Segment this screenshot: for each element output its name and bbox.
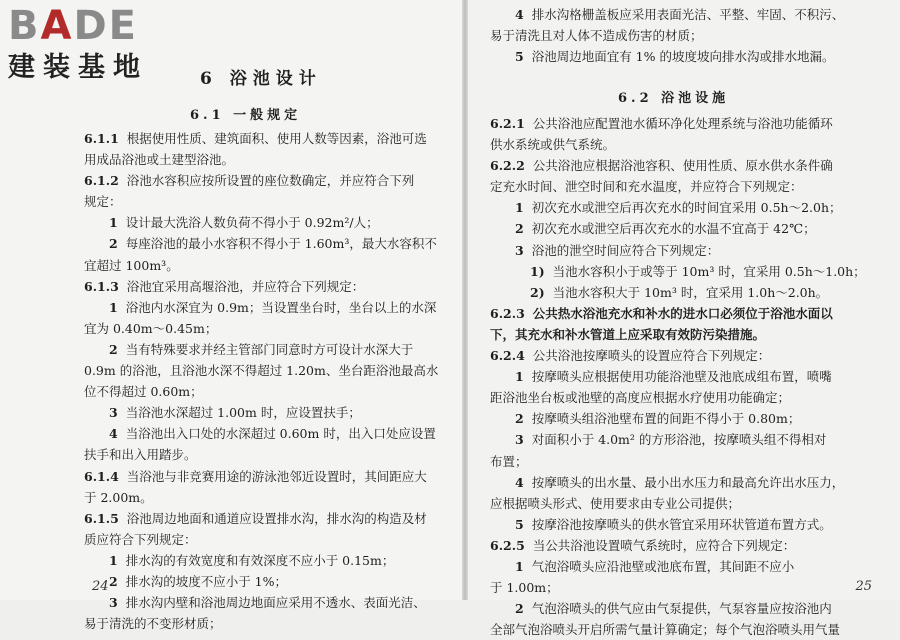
clause-number: 2 (109, 573, 118, 589)
clause-text: 按摩浴池按摩喷头的供水管宜采用环状管道布置方式。 (531, 516, 832, 532)
clause-number: 6.1.1 (84, 131, 119, 146)
clause-text: 公共热水浴池充水和补水的进水口必须位于浴池水面以 (532, 305, 833, 321)
text-line (490, 345, 870, 366)
left-body-text (84, 128, 456, 634)
text-line (490, 218, 870, 239)
text-line (84, 423, 456, 444)
text-line (490, 514, 870, 535)
clause-text: 浴池内水深宜为 0.9m；当设置坐台时，坐台以上的水深 (125, 299, 437, 315)
clause-number: 1 (515, 200, 524, 216)
clause-number: 2 (515, 601, 524, 617)
text-line (490, 155, 870, 176)
clause-number: 1 (515, 369, 524, 385)
clause-text: 当有特殊要求并经主管部门同意时方可设计水深大于 (125, 341, 414, 357)
clause-text: 定充水时间、泄空时间和充水温度，并应符合下列规定： (490, 179, 803, 195)
chapter-title: 6 浴池设计 (200, 69, 322, 89)
text-line (490, 535, 870, 556)
clause-text: 每座浴池的最小水容积不得小于 1.60m³，最大水容积不 (125, 236, 437, 252)
clause-text: 根据使用性质、建筑面积、使用人数等因素，浴池可选 (126, 131, 427, 146)
clause-number: 5 (515, 516, 524, 532)
clause-text: 气泡浴喷头的供气应由气泵提供，气泵容量应按浴池内 (531, 601, 832, 617)
clause-number: 6.1.4 (84, 468, 119, 484)
clause-text: 当公共浴池设置喷气系统时，应符合下列规定： (532, 537, 796, 553)
clause-number: 2 (515, 411, 524, 427)
right-top-text (490, 4, 870, 67)
clause-text: 供水系统或供气系统。 (490, 137, 616, 153)
clause-text: 当浴池水深超过 1.00m 时，应设置扶手； (125, 405, 361, 421)
text-line (84, 529, 456, 550)
text-line (490, 240, 870, 261)
clause-text: 距浴池坐台板或池壁的高度应根据水疗使用功能确定； (490, 390, 791, 406)
clause-number: 1 (109, 299, 118, 315)
clause-text: 公共浴池应根据浴池容积、使用性质、原水供水条件确 (532, 158, 833, 174)
section-title-6-1: 6.1 一般规定 (190, 108, 302, 123)
text-line (490, 598, 870, 619)
text-line (84, 508, 456, 529)
clause-number: 6.2.5 (490, 537, 525, 553)
clause-number: 1 (109, 552, 118, 568)
text-line (490, 619, 870, 640)
clause-number: 3 (515, 432, 524, 448)
clause-text: 规定： (84, 194, 122, 210)
clause-text: 对面积小于 4.0m² 的方形浴池，按摩喷头组不得相对 (531, 432, 827, 448)
text-line (490, 176, 870, 197)
clause-number: 2 (109, 236, 118, 252)
text-line (490, 113, 870, 134)
clause-text: 排水沟内壁和浴池周边地面应采用不透水、表面光洁、 (125, 595, 426, 611)
clause-text: 公共浴池应配置池水循环净化处理系统与浴池功能循环 (532, 116, 833, 131)
clause-text: 当浴池与非竞赛用途的游泳池邻近设置时，其间距应大 (126, 468, 427, 484)
clause-text: 按摩喷头组浴池壁布置的间距不得小于 0.80m； (531, 411, 801, 427)
logo-latin-text: BADE (8, 3, 138, 49)
clause-number: 6.2.3 (490, 305, 525, 321)
clause-number: 1) (530, 263, 545, 279)
logo-latin (8, 4, 138, 48)
clause-text: 浴池的泄空时间应符合下列规定： (531, 242, 720, 258)
text-line (84, 444, 456, 465)
clause-number: 6.1.3 (84, 278, 119, 294)
clause-text: 浴池周边地面和通道应设置排水沟，排水沟的构造及材 (126, 510, 427, 526)
text-line (84, 255, 456, 276)
clause-number: 5 (515, 49, 524, 65)
text-line (490, 303, 870, 324)
text-line (84, 212, 456, 233)
clause-number: 2) (530, 284, 545, 300)
text-line (84, 191, 456, 212)
text-line (84, 360, 456, 381)
clause-text: 全部气泡浴喷头开启所需气量计算确定；每个气泡浴喷头用气量 (490, 622, 841, 638)
clause-number: 1 (515, 558, 524, 574)
clause-text: 按摩喷头的出水量、最小出水压力和最高允许出水压力， (531, 474, 845, 490)
text-line (84, 149, 456, 170)
text-line (84, 381, 456, 402)
text-line (84, 128, 456, 149)
clause-text: 当浴池出入口处的水深超过 0.60m 时，出入口处应设置 (125, 426, 436, 442)
text-line (84, 402, 456, 423)
text-line (84, 550, 456, 571)
clause-text: 初次充水或泄空后再次充水的水温不宜高于 42℃； (531, 221, 816, 237)
text-line (84, 571, 456, 592)
text-line (490, 134, 870, 155)
text-line (490, 577, 870, 598)
clause-number: 6.1.5 (84, 510, 119, 526)
page-number-left: 24 (92, 579, 109, 594)
text-line (490, 429, 870, 450)
clause-text: 排水沟的坡度不应小于 1%； (125, 573, 288, 589)
clause-number: 3 (515, 242, 524, 258)
text-line (490, 451, 870, 472)
clause-text: 质应符合下列规定： (84, 531, 197, 547)
clause-text: 设计最大洗浴人数负荷不得小于 0.92m²/人； (125, 215, 379, 231)
text-line (490, 46, 870, 67)
clause-number: 6.1.2 (84, 173, 119, 189)
text-line (490, 387, 870, 408)
clause-text: 初次充水或泄空后再次充水的时间宜采用 0.5h～2.0h； (531, 200, 842, 216)
text-line (84, 339, 456, 360)
text-line (490, 197, 870, 218)
clause-text: 下，其充水和补水管道上应采取有效防污染措施。 (490, 326, 766, 342)
text-line (490, 25, 870, 46)
text-line (84, 233, 456, 254)
text-line (490, 4, 870, 25)
clause-text: 宜为 0.40m～0.45m； (84, 320, 218, 336)
text-line (84, 487, 456, 508)
clause-text: 0.9m 的浴池，且浴池水深不得超过 1.20m、坐台距浴池最高水 (84, 363, 439, 379)
text-line (84, 297, 456, 318)
text-line (84, 613, 456, 634)
clause-text: 应根据喷头形式、使用要求由专业公司提供； (490, 495, 741, 511)
text-line (84, 592, 456, 613)
clause-text: 于 2.00m。 (84, 489, 153, 505)
clause-text: 布置； (490, 453, 528, 469)
text-line (490, 366, 870, 387)
text-line (490, 493, 870, 514)
clause-text: 当池水容积大于 10m³ 时，宜采用 1.0h～2.0h。 (552, 284, 829, 300)
bade-logo (8, 4, 178, 90)
clause-number: 3 (109, 595, 118, 611)
text-line (84, 318, 456, 339)
clause-text: 当池水容积小于或等于 10m³ 时，宜采用 0.5h～1.0h； (552, 263, 866, 279)
clause-number: 4 (515, 7, 524, 22)
text-line (490, 472, 870, 493)
text-line (490, 282, 870, 303)
clause-text: 扶手和出入用踏步。 (84, 447, 197, 463)
clause-text: 浴池周边地面宜有 1% 的坡度坡向排水沟或排水地漏。 (531, 49, 835, 65)
clause-text: 于 1.00m； (490, 580, 559, 596)
right-body-text (490, 113, 870, 640)
clause-number: 4 (515, 474, 524, 490)
right-page (468, 0, 900, 638)
clause-text: 位不得超过 0.60m； (84, 384, 203, 400)
clause-text: 用成品浴池或土建型浴池。 (84, 152, 235, 168)
clause-text: 浴池宜采用高堰浴池，并应符合下列规定： (126, 278, 365, 294)
text-line (490, 408, 870, 429)
text-line (84, 466, 456, 487)
clause-text: 易于清洗且对人体不造成伤害的材质； (490, 28, 703, 44)
text-line (490, 556, 870, 577)
section-title-6-2: 6.2 浴池设施 (618, 91, 730, 106)
clause-number: 6.2.2 (490, 158, 525, 174)
clause-text: 宜超过 100m³。 (84, 257, 179, 273)
text-line (84, 276, 456, 297)
clause-text: 排水沟格栅盖板应采用表面光洁、平整、牢固、不积污、 (531, 7, 845, 22)
clause-number: 4 (109, 426, 118, 442)
clause-number: 2 (515, 221, 524, 237)
logo-chinese: 建装基地 (8, 52, 148, 83)
clause-number: 1 (109, 215, 118, 231)
text-line (490, 261, 870, 282)
clause-number: 2 (109, 341, 118, 357)
clause-number: 3 (109, 405, 118, 421)
clause-text: 气泡浴喷头应沿池壁或池底布置，其间距不应小 (531, 558, 795, 574)
clause-number: 6.2.4 (490, 348, 525, 364)
clause-number: 6.2.1 (490, 116, 525, 131)
clause-text: 公共浴池按摩喷头的设置应符合下列规定： (532, 348, 771, 364)
clause-text: 易于清洗的不变形材质； (84, 616, 222, 632)
text-line (490, 324, 870, 345)
page-number-right: 25 (855, 579, 872, 594)
clause-text: 排水沟的有效宽度和有效深度不应小于 0.15m； (125, 552, 395, 568)
clause-text: 按摩喷头应根据使用功能浴池壁及池底成组布置，喷嘴 (531, 369, 832, 385)
clause-text: 浴池水容积应按所设置的座位数确定，并应符合下列 (126, 173, 415, 189)
text-line (84, 170, 456, 191)
